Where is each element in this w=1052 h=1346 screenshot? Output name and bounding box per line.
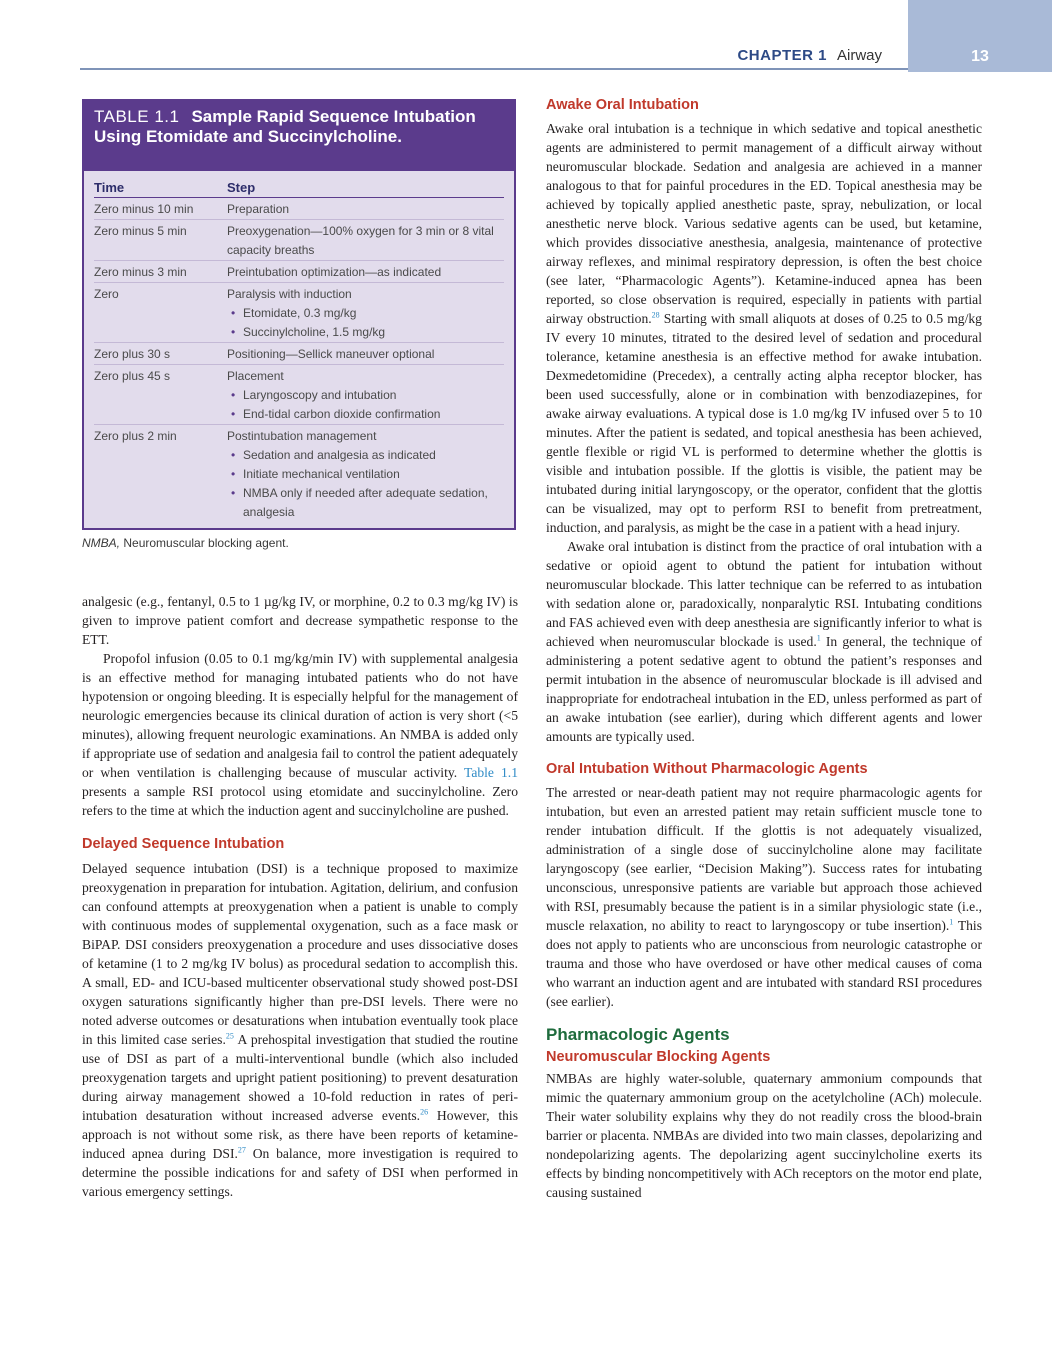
cell-step [227, 222, 504, 260]
text-run: Awake oral intubation is a technique in which sedative and topical anesthetic agents are administered to permit management of a difficult airway without neuromuscular blockade. Sedation and analgesia are achieved in a manner analogous to that for painful procedures in the ED. Topical anesthesia may be achieved by topically applied anesthetic paste, spray, nebulization, or local anesthetic nerve block. Various sedative agents can be used, but ketamine, which provides dissociative anesthesia, analgesia, maintenance of protective airway reflexes, and minimal respiratory depression, is often the best choice (see later, “Pharmacologic Agents”). Ketamine-induced apnea has been reported, so close observation is required, especially in patients with partial airway obstruction. [546, 121, 982, 326]
paragraph [546, 537, 982, 746]
cell-time: Zero plus 2 min [94, 429, 177, 443]
section-heading-oral-without-agents: Oral Intubation Without Pharmacologic Agents [546, 761, 868, 777]
paragraph [82, 859, 518, 1201]
section-heading-dsi: Delayed Sequence Intubation [82, 836, 285, 852]
step-text: Postintubation management [227, 429, 377, 443]
chapter-number: CHAPTER 1 [737, 47, 827, 64]
citation[interactable]: 25 [225, 1031, 234, 1041]
footnote-definition: Neuromuscular blocking agent. [123, 536, 289, 550]
cell-step [227, 200, 504, 219]
cell-time: Zero plus 45 s [94, 369, 171, 383]
page-number: 13 [971, 48, 989, 65]
citation[interactable]: 1 [816, 633, 821, 643]
text-run: On balance, more investigation is required to determine the possible indications for and safety of DSI when performed in various emergency settings. [82, 1146, 519, 1199]
text-run: The arrested or near-death patient may not require pharmacologic agents for intubation, but even an arrested patient may retain sufficient muscle tone to render intubation difficult. If the glottis is not adequately visualized, administration of a single dose of succinylcholine alone may facilitate laryngoscopy (see earlier, “Decision Making”). Success rates for intubating unconscious, unresponsive patients are variable but approach those achieved with RSI, presumably because the patient is in a similar physiologic state (i.e., muscle relaxation, no ability to react to laryngoscopy or tube insertion). [546, 785, 982, 933]
paragraph: analgesic (e.g., fentanyl, 0.5 to 1 µg/kg IV, or morphine, 0.2 to 0.3 mg/kg IV) is given to improve patient comfort and decrease sympathetic response to the ETT. [82, 594, 518, 647]
text-run: This does not apply to patients who are unconscious from neurologic catastrophe or trauma and those who have overdosed or have other medical causes of coma who warrant an induction agent and are intubated with standard RSI procedures (see earlier). [546, 918, 982, 1009]
citation[interactable]: 27 [237, 1145, 246, 1155]
table-header-row [94, 171, 504, 198]
step-bullet: • Etomidate, 0.3 mg/kg [227, 304, 504, 323]
citation[interactable]: 26 [420, 1107, 429, 1117]
step-bullet: • Succinylcholine, 1.5 mg/kg [227, 323, 504, 342]
right-column [546, 96, 982, 1202]
text-run: In general, the technique of administering a potent sedative agent to obtund the patient’s responses and permit intubation in the absence of neuromuscular blockade is ill advised and inappropriate for endotracheal intubation in the ED, unless performed as part of an awake intubation (see earlier), during which different agents and lower amounts are typically used. [546, 634, 982, 744]
table-row [94, 198, 504, 220]
citation[interactable]: 28 [651, 310, 660, 320]
text-run: Delayed sequence intubation (DSI) is a technique proposed to maximize preoxygenation in preparation for intubation. Agitation, delirium, and confusion can confound attempts at preoxygenation when a patient is unable to comply with continuous modes of supplemental oxygenation, such as a face mask or BiPAP. DSI considers preoxygenation a procedure and uses dissociative doses of ketamine (1 to 2 mg/kg IV bolus) as procedural sedation to accomplish this. A small, ED- and ICU-based multicenter observational study showed post-DSI oxygen saturations significantly higher than pre-DSI levels. There were no noted adverse outcomes or desaturations when intubation eventually took place in this limited case series. [82, 861, 518, 1047]
column-header-time: Time [94, 180, 125, 195]
table-body [84, 198, 514, 522]
cell-time: Zero minus 5 min [94, 224, 187, 238]
text-run: A prehospital investigation that studied the routine use of DSI as part of a multi-interventional bundle (which also included preoxygenation targets and upright patient positioning) to prevent desaturation during airway management showed a 10-fold reduction in rates of peri-intubation desaturation without increased adverse events. [82, 1032, 519, 1123]
table-row [94, 220, 504, 261]
cell-time: Zero minus 3 min [94, 265, 187, 279]
table-number: TABLE 1.1 [94, 107, 180, 126]
left-column [82, 592, 518, 1201]
paragraph [546, 119, 982, 537]
chapter-title: Airway [836, 47, 882, 64]
chapter-label [737, 47, 882, 64]
cell-step [227, 427, 504, 522]
section-heading-awake-oral: Awake Oral Intubation [546, 97, 699, 113]
table-reference-link[interactable]: Table 1.1 [463, 765, 518, 780]
step-bullet: • End-tidal carbon dioxide confirmation [227, 405, 504, 424]
cell-step [227, 285, 504, 342]
text-run: presents a sample RSI protocol using etomidate and succinylcholine. Zero refers to the time at which the induction agent and succinylcholine are pushed. [82, 784, 518, 818]
step-bullet: • Initiate mechanical ventilation [227, 465, 504, 484]
table-1-1 [82, 99, 516, 530]
paragraph: NMBAs are highly water-soluble, quaternary ammonium compounds that mimic the quaternary ammonium group on the acetylcholine (ACh) molecule. Their water solubility explains why they do not readily cross the blood-brain barrier or placenta. NMBAs are divided into two main classes, depolarizing and nondepolarizing agents. The depolarizing agent succinylcholine exerts its effects by binding noncompetitively with ACh receptors on the motor end plate, causing sustained [546, 1071, 982, 1200]
step-text: Preparation [227, 202, 290, 216]
paragraph [82, 649, 518, 820]
text-run: However, this approach is not without some risk, as there have been reports of ketamine-induced apnea during DSI. [82, 1108, 518, 1161]
citation[interactable]: 1 [949, 917, 954, 927]
step-text: Paralysis with induction [227, 287, 352, 301]
page-number-tab [908, 0, 1052, 72]
footnote-abbreviation: NMBA, [82, 536, 121, 550]
cell-time: Zero [94, 287, 119, 301]
paragraph [546, 783, 982, 1011]
section-heading-nmb-agents: Neuromuscular Blocking Agents [546, 1049, 771, 1065]
table-row [94, 261, 504, 283]
step-bullet: • Laryngoscopy and intubation [227, 386, 504, 405]
cell-step [227, 367, 504, 424]
table-title: Sample Rapid Sequence Intubation Using Etomidate and Succinylcholine. [94, 107, 476, 146]
text-run: Awake oral intubation is distinct from the practice of oral intubation with a sedative or opioid agent to obtund the patient for intubation without neuromuscular blockade. This latter technique can be referred to as intubation with sedation alone or, paradoxically, nonparalytic RSI. Intubating conditions and FAS achieved even with deep anesthesia are significantly inferior to what is achieved when neuromuscular blockade is used. [546, 539, 982, 649]
table-row [94, 283, 504, 343]
table-caption [84, 101, 514, 171]
step-text: Preintubation optimization—as indicated [227, 265, 442, 279]
header-rule [80, 68, 908, 70]
table-row [94, 425, 504, 522]
text-run: Propofol infusion (0.05 to 0.1 mg/kg/min IV) with supplemental analgesia is an effective method for managing intubated patients who do not have hypotension or ongoing bleeding. It is especially helpful for the management of neurologic emergencies because its clinical duration of action is very short (<5 minutes), allowing frequent neurologic examinations. An NMBA is added only if appropriate use of sedation and analgesia fail to control the patient adequately or when ventilation is challenging because of muscular activity. [82, 651, 518, 780]
table-row [94, 365, 504, 425]
step-text: Placement [227, 369, 284, 383]
step-bullet: • Sedation and analgesia as indicated [227, 446, 504, 465]
text-run: Starting with small aliquots at doses of 0.25 to 0.5 mg/kg IV every 10 minutes, titrated to the desired level of sedation and procedural tolerance, ketamine anesthesia is an effective method for awake intubation. Dexmedetomidine (Precedex), a centrally acting alpha receptor blocker, has been used successfully, alone or in combination with benzodiazepines, for awake airway evaluations. A typical dose is 1.0 mg/kg IV infused over 5 to 10 minutes. After the patient is sedated, and topical anesthesia has been achieved, gentle flexible or rigid VL is performed to determine whether the glottis is visible and intubation possible. If the glottis is visible, the patient may be intubated during initial laryngoscopy, or the operator, confident that the glottis can be visualized, may opt to perform RSI to benefit from pretreatment, induction, and paralysis, as might be the case in a patient with a head injury. [546, 311, 982, 535]
section-heading-pharmacologic-agents: Pharmacologic Agents [546, 1025, 730, 1044]
table-row [94, 343, 504, 365]
step-text: Preoxygenation—100% oxygen for 3 min or 8 vital capacity breaths [227, 224, 494, 257]
step-bullet: • NMBA only if needed after adequate sedation, analgesia [227, 484, 504, 522]
cell-step [227, 345, 504, 364]
cell-time: Zero minus 10 min [94, 202, 194, 216]
table-footnote [82, 536, 289, 550]
cell-time: Zero plus 30 s [94, 347, 171, 361]
column-header-step: Step [227, 180, 256, 195]
running-header [0, 0, 1052, 80]
cell-step [227, 263, 504, 282]
step-text: Positioning—Sellick maneuver optional [227, 347, 435, 361]
